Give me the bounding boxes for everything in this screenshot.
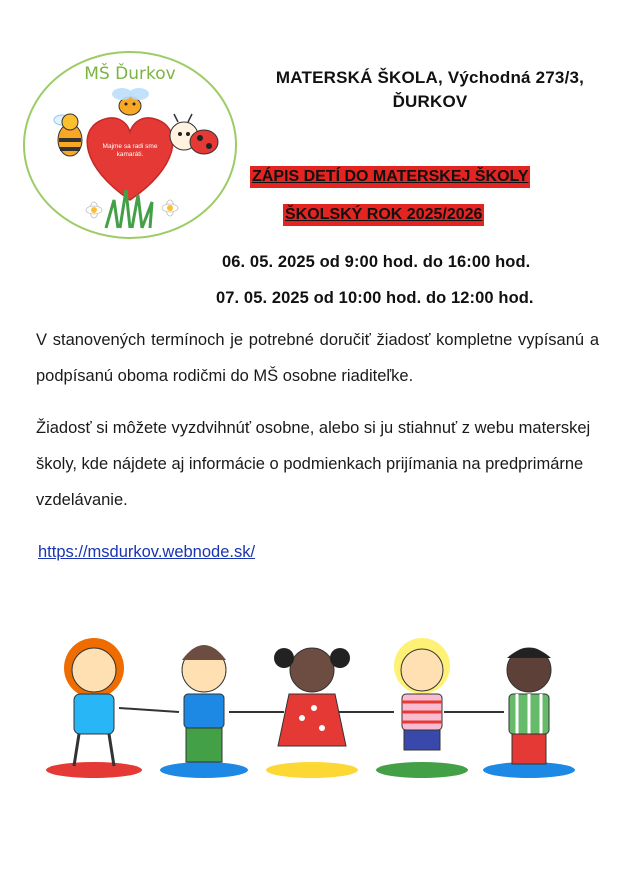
school-website-link[interactable]: https://msdurkov.webnode.sk/: [38, 543, 256, 561]
paragraph-submission: V stanovených termínoch je potrebné doručiť žiadosť kompletne vypísanú a podpísanú oboma rodičmi do MŠ osobne riaditeľke.: [36, 331, 599, 385]
logo-motto: Majme sa radi sme kamaráti.: [102, 143, 158, 158]
enrollment-headline: ZÁPIS DETÍ DO MATERSKEJ ŠKOLY: [250, 166, 530, 188]
school-logo: [22, 50, 238, 240]
date-line-2: 07. 05. 2025 od 10:00 hod. do 12:00 hod.: [216, 289, 534, 307]
school-year-headline: ŠKOLSKÝ ROK 2025/2026: [283, 204, 484, 226]
school-name: MATERSKÁ ŠKOLA, Východná 273/3, ĎURKOV: [275, 68, 585, 111]
children-graphic: [34, 628, 604, 788]
logo-title: MŠ Ďurkov: [84, 64, 176, 84]
paragraph-download: Žiadosť si môžete vyzdvihnúť osobne, alebo si ju stiahnuť z webu materskej školy, kde nájdete aj informácie o podmienkach prijímania na predprimárne vzdelávanie.: [36, 419, 591, 509]
children-illustration: [34, 628, 604, 788]
date-line-1: 06. 05. 2025 od 9:00 hod. do 16:00 hod.: [222, 253, 531, 271]
